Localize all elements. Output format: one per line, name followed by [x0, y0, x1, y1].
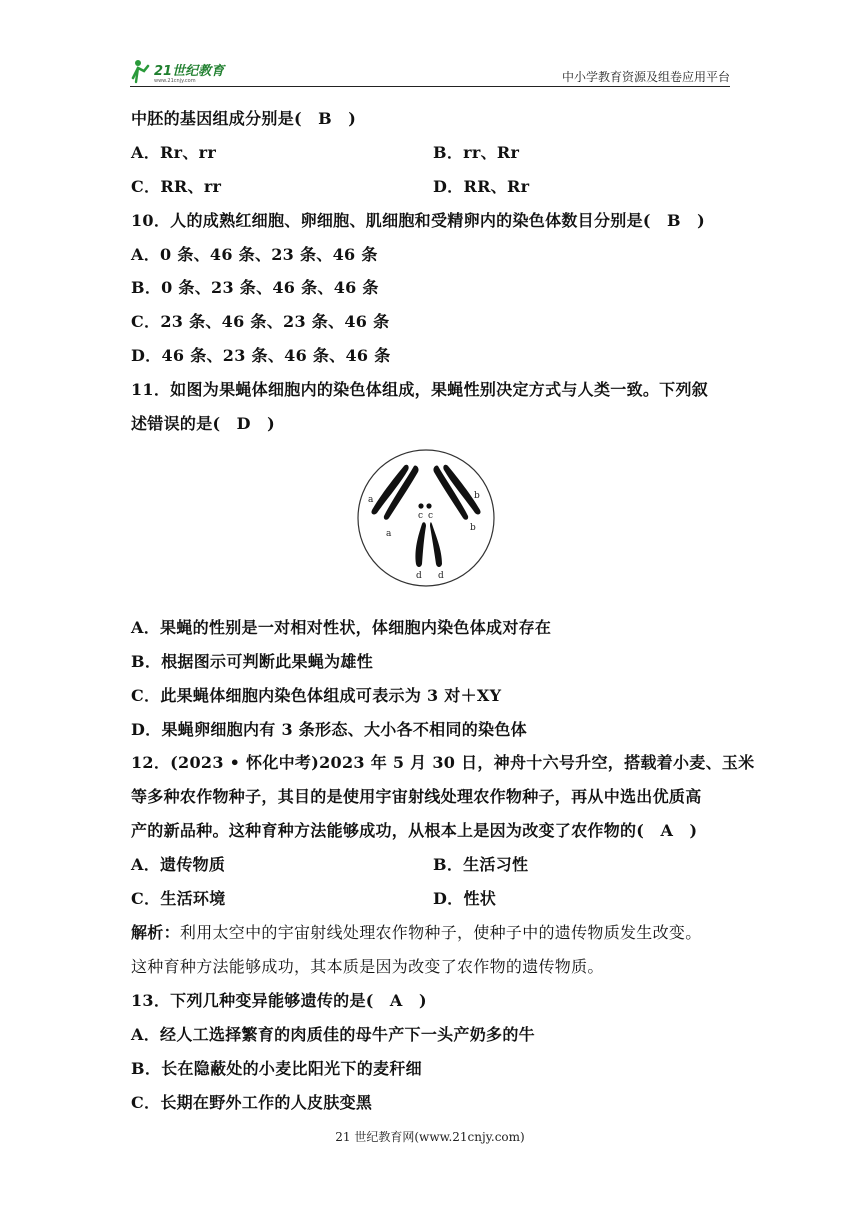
- q10-option-d: D．46 条、23 条、46 条、46 条: [131, 346, 391, 365]
- q12-option-d: D．性状: [433, 889, 497, 908]
- q10-option-a: A．0 条、46 条、23 条、46 条: [131, 245, 378, 264]
- q11-stem-line2: 述错误的是( D ): [131, 414, 276, 433]
- runner-icon: [133, 60, 148, 82]
- chromosome-figure: [356, 448, 496, 588]
- q9-option-a: A．Rr、rr: [131, 143, 217, 162]
- q11-stem-line1: 11．如图为果蝇体细胞内的染色体组成，果蝇性别决定方式与人类一致。下列叙: [131, 380, 709, 399]
- q10-option-c: C．23 条、46 条、23 条、46 条: [131, 312, 390, 331]
- label-b-bottom: b: [470, 523, 476, 533]
- header-platform-text: 中小学教育资源及组卷应用平台: [561, 70, 730, 84]
- q11-option-c: C．此果蝇体细胞内染色体组成可表示为 3 对＋XY: [131, 686, 502, 705]
- q12-stem-line2: 等多种农作物种子，其目的是使用宇宙射线处理农作物种子，再从中选出优质高: [131, 787, 702, 806]
- label-a-bottom: a: [386, 529, 392, 539]
- q13-option-a: A．经人工选择繁育的肉质佳的母牛产下一头产奶多的牛: [131, 1025, 535, 1044]
- logo-subtext: www.21cnjy.com: [154, 78, 196, 84]
- q12-explanation-line1: [131, 920, 702, 943]
- label-a-top: a: [368, 495, 374, 505]
- q13-option-b: B．长在隐蔽处的小麦比阳光下的麦秆细: [131, 1059, 422, 1078]
- q9-option-d: D．RR、Rr: [433, 177, 530, 196]
- cell-outline: [358, 450, 494, 586]
- q13-option-c: C．长期在野外工作的人皮肤变黑: [131, 1093, 373, 1112]
- q12-option-b: B．生活习性: [433, 855, 529, 874]
- page-footer: 21 世纪教育网(www.21cnjy.com): [335, 1130, 525, 1144]
- label-c-left: c: [418, 511, 424, 521]
- q10-stem: 10．人的成熟红细胞、卵细胞、肌细胞和受精卵内的染色体数目分别是( B ): [131, 211, 706, 230]
- q12-option-c: C．生活环境: [131, 889, 226, 908]
- q12-stem-line1: 12．(2023 • 怀化中考)2023 年 5 月 30 日，神舟十六号升空，搭载着小麦、玉米: [131, 753, 755, 772]
- q11-option-b: B．根据图示可判断此果蝇为雄性: [131, 652, 374, 671]
- q11-option-a: A．果蝇的性别是一对相对性状，体细胞内染色体成对存在: [131, 618, 552, 637]
- q11-option-d: D．果蝇卵细胞内有 3 条形态、大小各不相同的染色体: [131, 720, 527, 739]
- q12-explanation-line2: 这种育种方法能够成功，其本质是因为改变了农作物的遗传物质。: [131, 957, 604, 976]
- site-logo: [130, 58, 250, 84]
- q13-stem: 13．下列几种变异能够遗传的是( A ): [131, 991, 427, 1010]
- q9-stem-end: 中胚的基因组成分别是( B ): [131, 109, 357, 128]
- label-d-right: d: [438, 571, 444, 581]
- q9-option-c: C．RR、rr: [131, 177, 222, 196]
- page-header: [130, 56, 730, 87]
- q12-option-a: A．遗传物质: [131, 855, 226, 874]
- q9-option-b: B．rr、Rr: [433, 143, 520, 162]
- label-b-top: b: [474, 491, 480, 501]
- explanation-label: 解析：: [131, 923, 180, 942]
- q12-stem-line3: 产的新品种。这种育种方法能够成功，从根本上是因为改变了农作物的( A ): [131, 821, 698, 840]
- q10-option-b: B．0 条、23 条、46 条、46 条: [131, 278, 379, 297]
- logo-text: 21世纪教育: [154, 64, 225, 79]
- explanation-text-1: 利用太空中的宇宙射线处理农作物种子，使种子中的遗传物质发生改变。: [179, 923, 702, 942]
- label-c-right: c: [428, 511, 434, 521]
- label-d-left: d: [416, 571, 422, 581]
